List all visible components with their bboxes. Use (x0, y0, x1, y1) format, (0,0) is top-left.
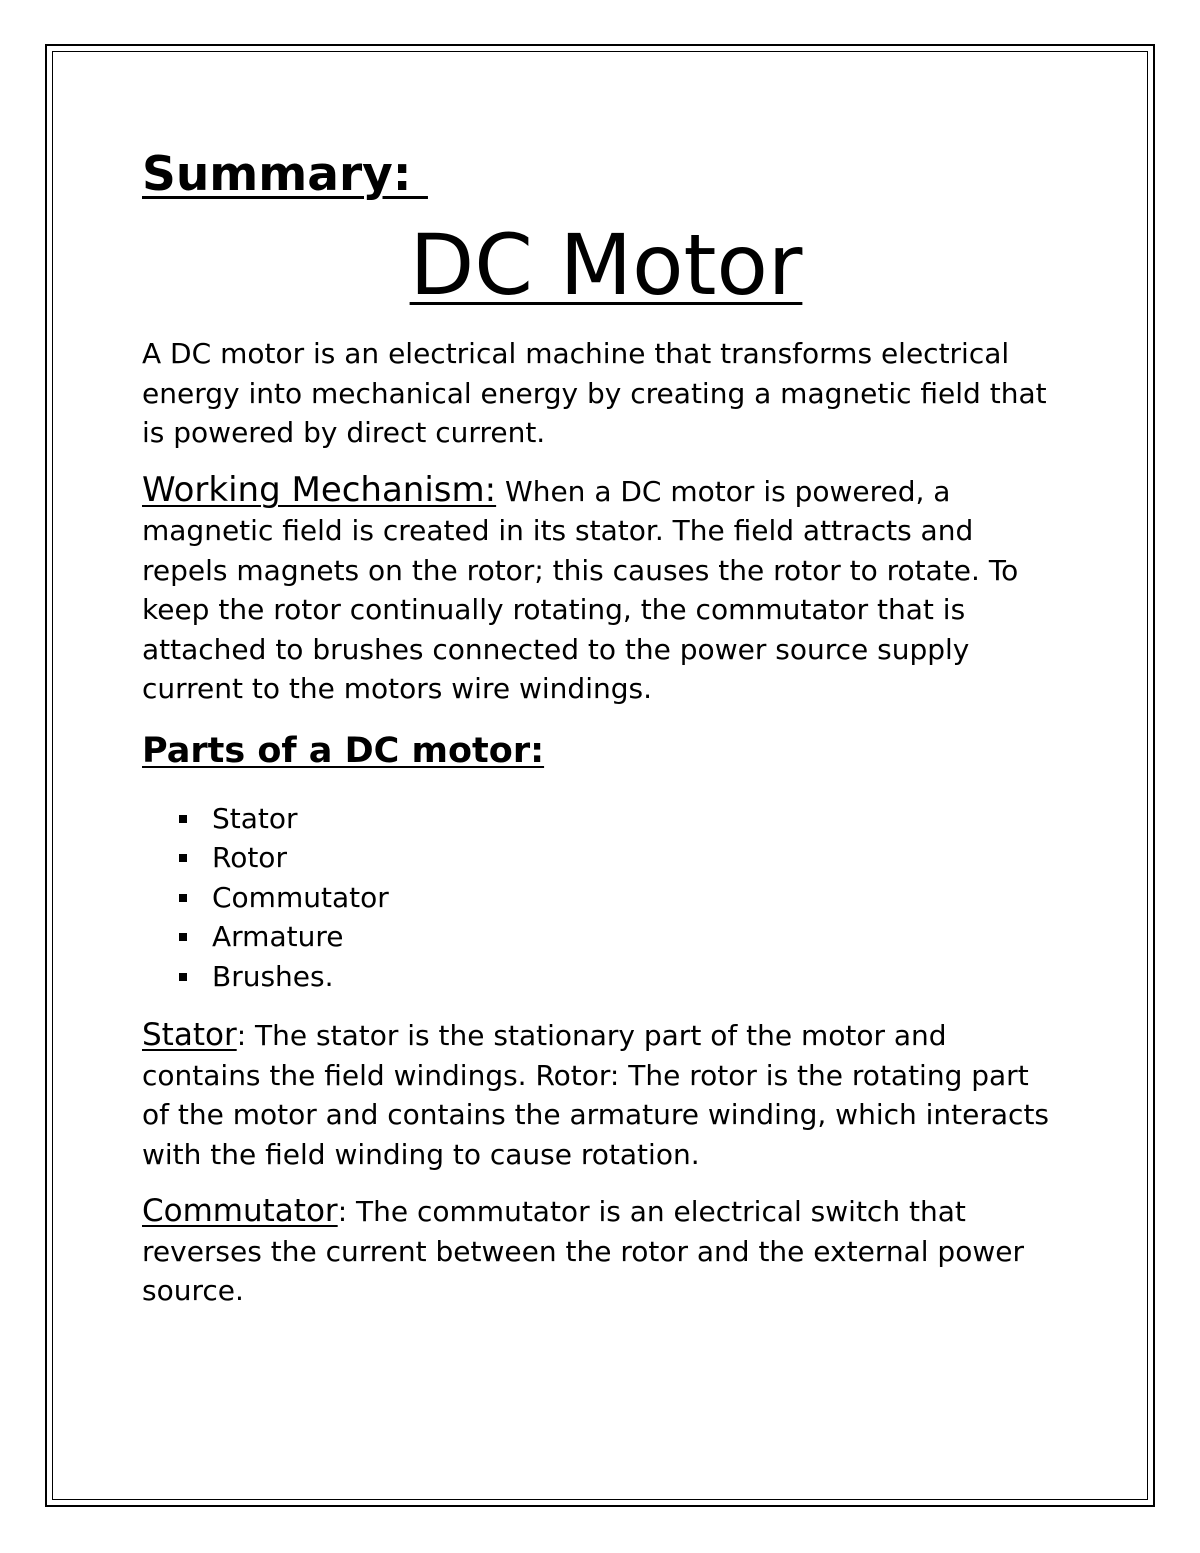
stator-paragraph (142, 1016, 1062, 1174)
commutator-paragraph (142, 1192, 1062, 1311)
square-bullet-icon (179, 815, 187, 823)
working-mechanism-text: When a DC motor is powered, a magnetic field is created in its stator. The field attracts and repels magnets on the rotor; this causes the rotor to rotate. To keep the rotor continually rotating, the commutator that is attached to brushes connected to the power source supply current to the motors wire windings. (142, 474, 1019, 705)
commutator-heading: Commutator (142, 1193, 338, 1229)
stator-text: : The stator is the stationary part of the motor and contains the field windings. Rotor: The rotor is the rotating part of the motor and contains the armature winding, which interacts with the field winding to cause rotation. (142, 1019, 1050, 1171)
list-item (142, 799, 1062, 839)
summary-heading: Summary: (142, 147, 428, 202)
intro-paragraph: A DC motor is an electrical machine that transforms electrical energy into mechanical energy by creating a magnetic field that is powered by direct current. (142, 337, 1047, 449)
parts-heading: Parts of a DC motor: (142, 730, 545, 771)
working-mechanism-heading: Working Mechanism: (142, 469, 497, 510)
list-item (142, 838, 1062, 878)
list-item (142, 878, 1062, 918)
list-item-label: Brushes. (212, 959, 334, 993)
list-item (142, 917, 1062, 957)
square-bullet-icon (179, 973, 187, 981)
list-item (142, 957, 1062, 997)
list-item-label: Stator (212, 801, 298, 835)
commutator-text: : The commutator is an electrical switch that reverses the current between the rotor and the external power source. (142, 1195, 1024, 1307)
square-bullet-icon (179, 933, 187, 941)
document-title: DC Motor (409, 216, 803, 314)
working-mechanism-paragraph (142, 471, 1062, 709)
list-item-label: Commutator (212, 880, 389, 914)
parts-list (142, 799, 1062, 997)
square-bullet-icon (179, 854, 187, 862)
square-bullet-icon (179, 894, 187, 902)
document-body (142, 140, 1062, 1311)
list-item-label: Rotor (212, 841, 287, 874)
list-item-label: Armature (212, 920, 344, 953)
stator-heading: Stator (142, 1017, 237, 1053)
